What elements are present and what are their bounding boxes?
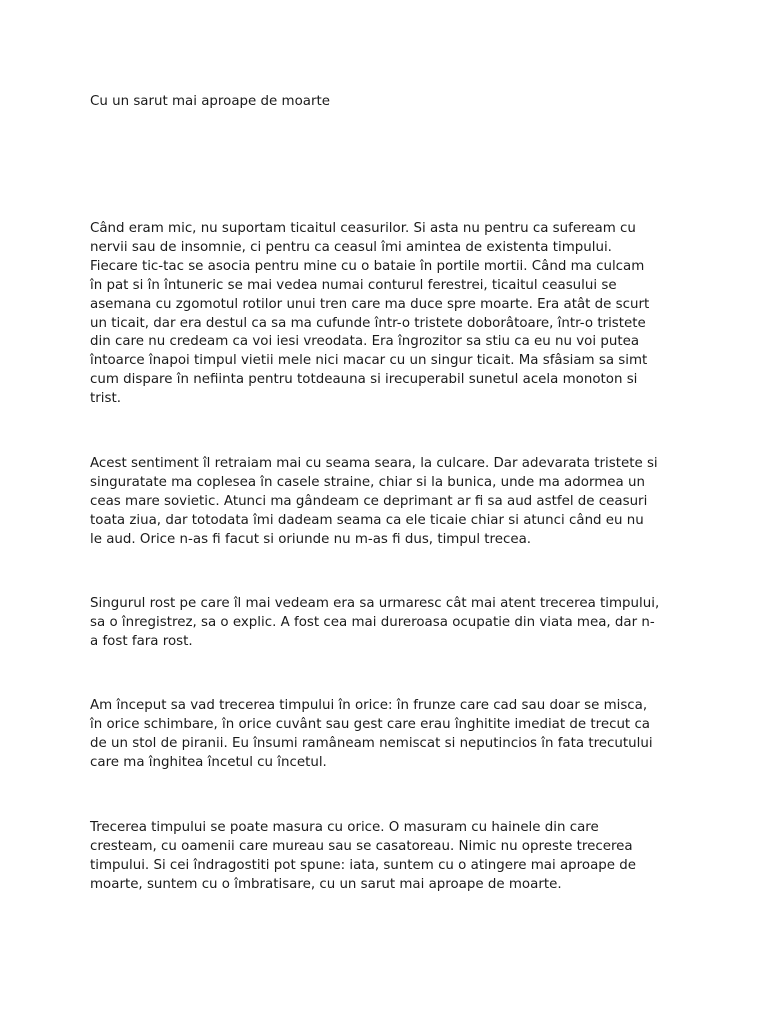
paragraph-4 (90, 697, 684, 773)
paragraph-line: le aud. Orice n-as fi facut si oriunde nu m-as fi dus, timpul trecea. (90, 531, 532, 547)
paragraph-line: un ticait, dar era destul ca sa ma cufunde într-o tristete doborâtoare, într-o tristete (90, 315, 646, 331)
paragraph-line: de un stol de piranii. Eu însumi ramâneam nemiscat si neputincios în fata trecutului (90, 735, 653, 751)
paragraph-line: cresteam, cu oamenii care mureau sau se casatoreau. Nimic nu opreste trecerea (90, 838, 633, 854)
paragraph-line: cum dispare în nefiinta pentru totdeauna si irecuperabil sunetul acela monoton si (90, 372, 638, 388)
paragraph-5 (90, 819, 684, 895)
paragraph-line: în orice schimbare, în orice cuvânt sau gest care erau înghitite imediat de trecut ca (90, 716, 651, 732)
paragraph-line: Fiecare tic-tac se asocia pentru mine cu o bataie în portile mortii. Când ma culcam (90, 258, 645, 274)
paragraph-line: din care nu credeam ca voi iesi vreodata. Era îngrozitor sa stiu ca eu nu voi putea (90, 334, 640, 350)
paragraph-line: Acest sentiment îl retraiam mai cu seama seara, la culcare. Dar adevarata tristete si (90, 456, 658, 471)
paragraph-1 (90, 220, 684, 409)
paragraph-line: nervii sau de insomnie, ci pentru ca ceasul îmi amintea de existenta timpului. (90, 239, 612, 255)
paragraph-line: singuratate ma coplesea în casele straine, chiar si la bunica, unde ma adormea un (90, 474, 645, 490)
paragraph-line: asemana cu zgomotul rotilor unui tren care ma duce spre moarte. Era atât de scurt (90, 296, 650, 312)
paragraph-line: moarte, suntem cu o îmbratisare, cu un sarut mai aproape de moarte. (90, 876, 562, 892)
paragraph-line: Când eram mic, nu suportam ticaitul ceasurilor. Si asta nu pentru ca sufeream cu (90, 221, 636, 236)
paragraph-line: toata ziua, dar totodata îmi dadeam seama ca ele ticaie chiar si atunci când eu nu (90, 512, 644, 528)
paragraph-3 (90, 595, 684, 652)
paragraph-line: trist. (90, 391, 121, 407)
paragraph-2 (90, 455, 684, 550)
paragraph-line: sa o înregistrez, sa o explic. A fost cea mai dureroasa ocupatie din viata mea, dar n- (90, 614, 655, 630)
paragraph-line: care ma înghitea încetul cu încetul. (90, 754, 327, 770)
paragraph-line: Singurul rost pe care îl mai vedeam era sa urmaresc cât mai atent trecerea timpului, (90, 596, 660, 611)
paragraph-line: în pat si în întuneric se mai vedea numai conturul ferestrei, ticaitul ceasului se (90, 277, 617, 293)
paragraph-line: ceas mare sovietic. Atunci ma gândeam ce deprimant ar fi sa aud astfel de ceasuri (90, 493, 648, 509)
paragraph-line: timpului. Si cei îndragostiti pot spune: iata, suntem cu o atingere mai aproape de (90, 857, 637, 873)
document-title: Cu un sarut mai aproape de moarte (90, 94, 330, 109)
paragraph-line: a fost fara rost. (90, 633, 193, 649)
paragraph-line: Am început sa vad trecerea timpului în orice: în frunze care cad sau doar se misca, (90, 698, 648, 713)
paragraph-line: întoarce înapoi timpul vietii mele nici macar cu un singur ticait. Ma sfâsiam sa simt (90, 353, 648, 369)
paragraph-line: Trecerea timpului se poate masura cu orice. O masuram cu hainele din care (90, 820, 599, 835)
